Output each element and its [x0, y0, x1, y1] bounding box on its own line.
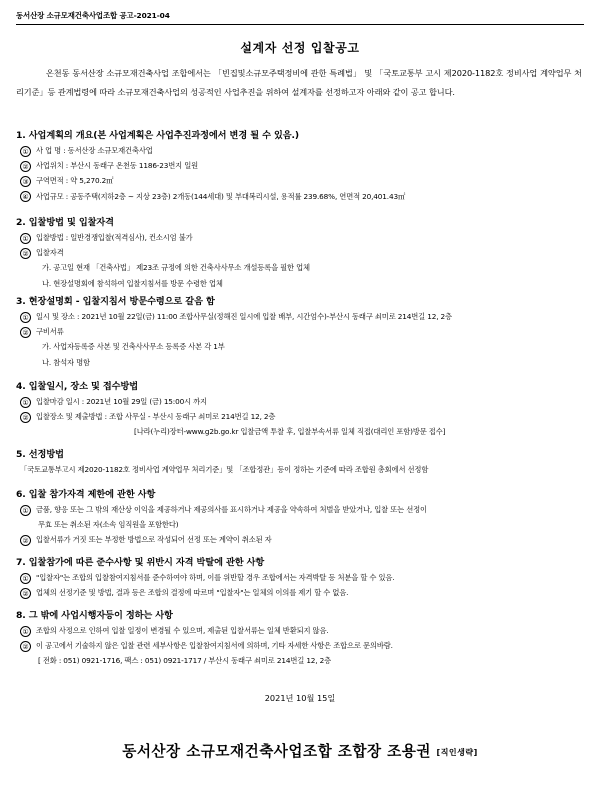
item-text: 사 업 명 : 동서산장 소규모재건축사업 — [36, 146, 153, 155]
item-text: 이 공고에서 기술하지 않은 입찰 관련 세부사항은 입찰참여지침서에 의하며, 기타 자세한 사항은 조합으로 문의바람. — [36, 641, 393, 651]
item-text: 사업규모 : 공동주택(지하2층 ~ 지상 23층) 2개동(144세대) 및 부대복리시설, 용적률 239.68%, 연면적 20,401.43㎡ — [36, 191, 406, 201]
list-item — [16, 502, 584, 517]
item-text: 입찰마감 일시 : 2021년 10월 29일 (금) 15:00시 까지 — [36, 397, 207, 406]
list-item — [16, 324, 584, 339]
list-item — [16, 189, 584, 204]
list-item — [16, 532, 584, 547]
item-number: ② — [20, 327, 31, 338]
item-text: 구역면적 : 약 5,270.2㎡ — [36, 176, 114, 186]
section-eligibility-restrictions — [16, 488, 584, 548]
item-number: ② — [20, 588, 31, 599]
section-title: 1. 사업계획의 개요(본 사업계획은 사업추진과정에서 변경 될 수 있음.) — [16, 130, 299, 141]
item-text: 입찰방법 : 일반경쟁입찰(적격심사), 컨소시엄 불가 — [36, 233, 193, 242]
sub-item: 가. 공고일 현재 「건축사법」 제23조 규정에 의한 건축사사무소 개설등록을 필한 업체 — [42, 263, 310, 273]
header-divider — [16, 24, 584, 25]
item-number: ② — [20, 412, 31, 423]
item-text: 사업위치 : 부산시 동래구 온천동 1186-23번지 일원 — [36, 161, 199, 171]
item-number: ① — [20, 312, 31, 323]
sub-item: 나. 참석자 명함 — [42, 357, 90, 367]
list-item — [16, 394, 584, 409]
intro-text: 온천동 동서산장 소규모재건축사업 조합에서는 「빈집및소규모주택정비에 관한 특례법」 및 「국토교통부 고시 제2020-1182호 정비사업 계약업무 처리기준」등 관계법령에 따라 소규모재건축사업의 성공적인 사업추진을 위하여 설계자를 선정하고자 아래와 같이 공고 합니다. — [16, 68, 582, 97]
item-number: ② — [20, 248, 31, 259]
signer-line — [0, 740, 600, 761]
item-number: ② — [20, 641, 31, 652]
section-bid-schedule — [16, 380, 584, 440]
item-number: ① — [20, 146, 31, 157]
section-other-matters — [16, 609, 584, 669]
item-number: ① — [20, 233, 31, 244]
section-title: 5. 선정방법 — [16, 449, 64, 460]
section-title: 2. 입찰방법 및 입찰자격 — [16, 217, 114, 228]
section-site-briefing — [16, 295, 584, 370]
list-item — [16, 585, 584, 600]
list-item — [16, 570, 584, 585]
section-title: 4. 입찰일시, 장소 및 접수방법 — [16, 381, 138, 392]
list-item — [16, 245, 584, 260]
notice-number: 동서산장 소규모재건축사업조합 공고-2021-04 — [16, 11, 170, 20]
item-text: 구비서류 — [36, 327, 64, 337]
list-item — [16, 638, 584, 653]
section-selection-method — [16, 448, 584, 477]
section-title: 6. 입찰 참가자격 제한에 관한 사항 — [16, 489, 156, 500]
sub-item: 가. 사업자등록증 사본 및 건축사사무소 등록증 사본 각 1부 — [42, 342, 225, 352]
section-bid-method — [16, 216, 584, 291]
list-item-continued: [나라(누리)장터-www.g2b.go.kr 입찰금액 투찰 후, 입찰부속서류 일체 직접(대리인 포함)방문 접수] — [134, 427, 446, 437]
item-text: 입찰장소 및 제출방법 : 조합 사무실 - 부산시 동래구 쇠미로 214번길 12, 2층 — [36, 412, 276, 422]
section-title: 8. 그 밖에 사업시행자등이 정하는 사항 — [16, 610, 173, 621]
section-project-overview — [16, 129, 584, 204]
intro-paragraph — [16, 64, 582, 102]
item-number: ① — [20, 397, 31, 408]
list-item-continued: 무효 또는 취소된 자(소속 임직원을 포함한다) — [38, 520, 179, 530]
item-number: ③ — [20, 176, 31, 187]
contact-info: [ 전화 : 051) 0921-1716, 팩스 : 051) 0921-1717 / 부산시 동래구 쇠미로 214번길 12, 2층 — [38, 656, 332, 666]
section-title: 7. 입찰참가에 따른 준수사항 및 위반시 자격 박탈에 관한 사항 — [16, 557, 265, 568]
section-compliance — [16, 556, 584, 600]
notice-date: 2021년 10월 15일 — [264, 693, 336, 703]
item-text: 조합의 사정으로 인하여 입찰 일정이 변경될 수 있으며, 제출된 입찰서류는 일체 반환되지 않음. — [36, 626, 329, 635]
item-text: 입찰서류가 거짓 또는 부정한 방법으로 작성되어 선정 또는 계약이 취소된 자 — [36, 535, 272, 545]
item-number: ② — [20, 161, 31, 172]
list-item — [16, 173, 584, 188]
item-number: ② — [20, 535, 31, 546]
section-title: 3. 현장설명회 - 입찰지침서 방문수령으로 갈음 함 — [16, 296, 215, 307]
list-item — [16, 409, 584, 424]
item-number: ① — [20, 505, 31, 516]
item-number: ④ — [20, 191, 31, 202]
list-item: 「국토교통부고시 제2020-1182호 정비사업 계약업무 처리기준」및 「조합정관」등이 정하는 기준에 따라 조합원 총회에서 선정함 — [20, 465, 429, 474]
item-text: 입찰자격 — [36, 248, 64, 258]
item-text: 업체의 선정기준 및 방법, 결과 등은 조합의 결정에 따르며 "입찰자"는 일체의 이의를 제기 할 수 없음. — [36, 588, 349, 598]
list-item — [16, 143, 584, 158]
list-item — [16, 623, 584, 638]
item-text: 일시 및 장소 : 2021년 10월 22일(금) 11:00 조합사무실(정해진 일시에 입찰 배부, 시간엄수)-부산시 동래구 쇠미로 214번길 12, 2층 — [36, 312, 452, 321]
list-item — [16, 309, 584, 324]
signer-name: 동서산장 소규모재건축사업조합 조합장 조용권 — [122, 743, 431, 760]
item-number: ① — [20, 573, 31, 584]
sub-item: 나. 현장설명회에 참석하여 입찰지침서를 방문 수령한 업체 — [42, 278, 223, 288]
item-text: 금품, 향응 또는 그 밖의 재산상 이익을 제공하거나 제공의사를 표시하거나 제공을 약속하여 처벌을 받았거나, 입찰 또는 선정이 — [36, 505, 427, 514]
list-item — [16, 158, 584, 173]
item-text: "입찰자"는 조합의 입찰참여지침서를 준수하여야 하며, 이를 위반할 경우 조합에서는 자격박탈 등 처분을 할 수 있음. — [36, 573, 395, 582]
list-item — [16, 230, 584, 245]
item-number: ① — [20, 626, 31, 637]
page-title: 설계자 선정 입찰공고 — [240, 41, 360, 55]
seal-omitted-note: [직인생략] — [436, 748, 478, 757]
